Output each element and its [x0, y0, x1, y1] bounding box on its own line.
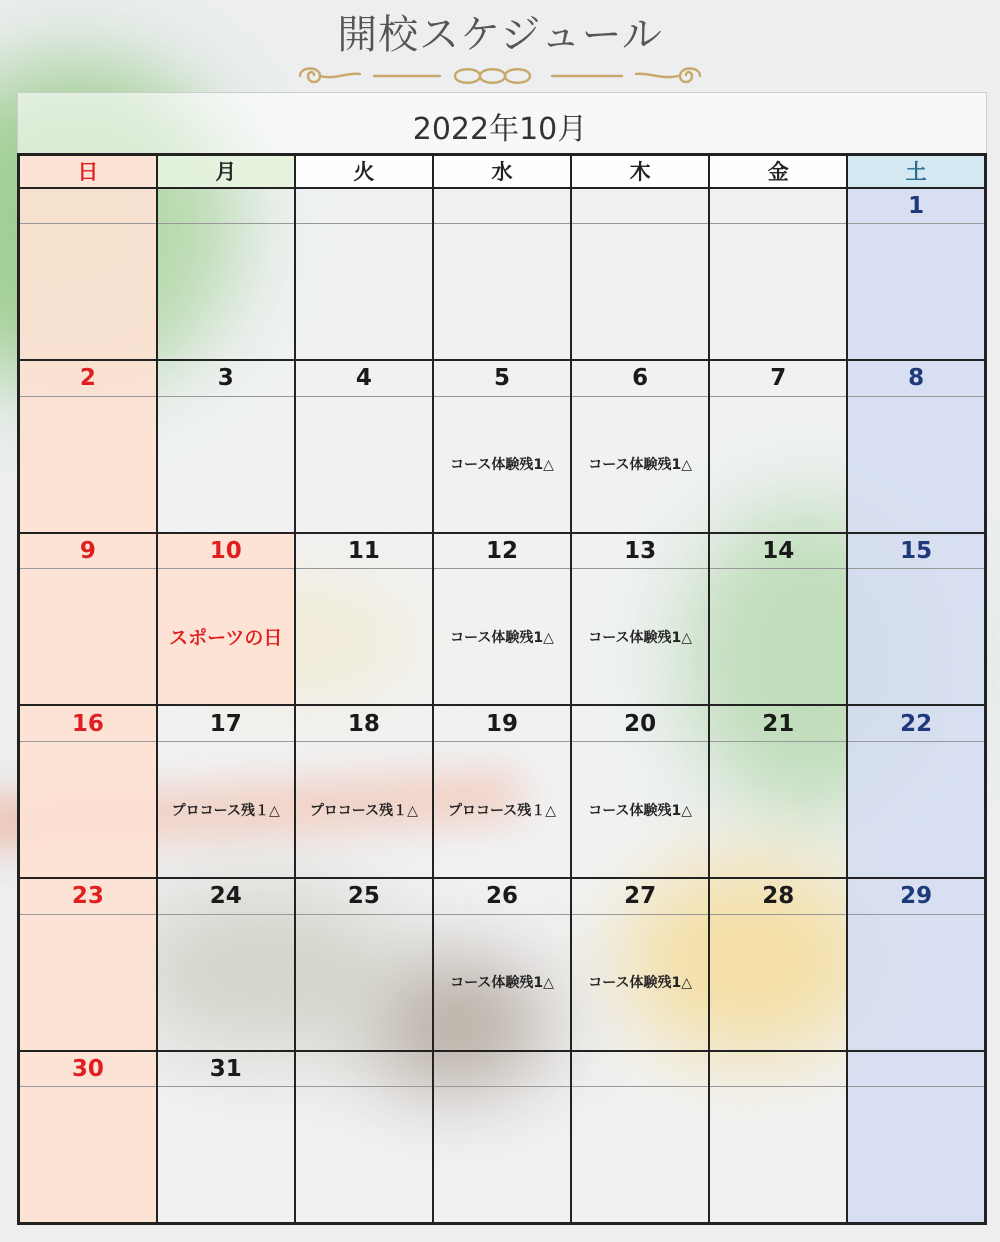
day-number: 10: [157, 533, 295, 569]
week-event-row: [19, 1087, 986, 1224]
day-cell: [19, 1087, 157, 1224]
day-number: [709, 1051, 847, 1087]
day-number: 7: [709, 360, 847, 396]
week-number-row: [19, 533, 986, 569]
day-cell: [571, 224, 709, 361]
day-number: 13: [571, 533, 709, 569]
month-label: 2022年10月: [412, 112, 588, 147]
day-cell: [19, 224, 157, 361]
day-cell: [571, 396, 709, 533]
day-cell: [295, 569, 433, 706]
week-event-row: [19, 569, 986, 706]
day-cell: [709, 224, 847, 361]
day-number: [709, 188, 847, 224]
day-event-label: コース体験残1△: [588, 975, 693, 992]
day-number: [433, 1051, 571, 1087]
day-cell: [709, 396, 847, 533]
day-number: 21: [709, 705, 847, 741]
day-number: 18: [295, 705, 433, 741]
weekday-tuesday: 火: [295, 155, 433, 188]
day-cell: [847, 742, 985, 879]
weekday-saturday: 土: [847, 155, 985, 188]
day-cell: [847, 914, 985, 1051]
day-number: 5: [433, 360, 571, 396]
day-event-label: スポーツの日: [169, 627, 283, 650]
day-number: [295, 1051, 433, 1087]
day-number: 2: [19, 360, 157, 396]
day-cell: [571, 914, 709, 1051]
day-cell: [709, 742, 847, 879]
week-number-row: [19, 360, 986, 396]
day-cell: [157, 396, 295, 533]
day-cell: [709, 569, 847, 706]
day-number: 22: [847, 705, 985, 741]
day-number: 17: [157, 705, 295, 741]
day-number: 15: [847, 533, 985, 569]
weekday-thursday: 木: [571, 155, 709, 188]
week-number-row: [19, 1051, 986, 1087]
day-number: [19, 188, 157, 224]
day-cell: [433, 1087, 571, 1224]
day-number: 28: [709, 878, 847, 914]
day-number: 29: [847, 878, 985, 914]
day-cell: [847, 224, 985, 361]
day-number: 30: [19, 1051, 157, 1087]
day-cell: [295, 1087, 433, 1224]
day-number: [847, 1051, 985, 1087]
week-event-row: [19, 396, 986, 533]
day-number: 27: [571, 878, 709, 914]
day-cell: [19, 569, 157, 706]
day-event-label: コース体験残1△: [588, 802, 693, 819]
day-cell: [433, 569, 571, 706]
day-number: 8: [847, 360, 985, 396]
week-event-row: [19, 742, 986, 879]
day-number: [571, 1051, 709, 1087]
day-event-label: プロコース残１△: [447, 802, 557, 819]
calendar-grid: [17, 153, 987, 1225]
day-number: 14: [709, 533, 847, 569]
day-number: [295, 188, 433, 224]
page-title: 開校スケジュール: [337, 12, 663, 58]
day-number: [157, 188, 295, 224]
day-cell: [433, 914, 571, 1051]
day-cell: [295, 742, 433, 879]
week-number-row: [19, 188, 986, 224]
day-number: 6: [571, 360, 709, 396]
day-cell: [571, 569, 709, 706]
day-number: 24: [157, 878, 295, 914]
weekday-sunday: 日: [19, 155, 157, 188]
day-cell: [295, 914, 433, 1051]
week-event-row: [19, 224, 986, 361]
day-cell: [847, 396, 985, 533]
day-event-label: コース体験残1△: [450, 975, 554, 992]
day-cell: [709, 1087, 847, 1224]
weekday-friday: 金: [709, 155, 847, 188]
day-cell: [157, 224, 295, 361]
day-number: 23: [19, 878, 157, 914]
day-cell: [19, 742, 157, 879]
day-cell: [709, 914, 847, 1051]
day-number: 9: [19, 533, 157, 569]
day-cell: [571, 1087, 709, 1224]
day-number: 25: [295, 878, 433, 914]
day-cell: [19, 914, 157, 1051]
day-number: [433, 188, 571, 224]
day-cell: [433, 224, 571, 361]
day-event-label: コース体験残1△: [450, 629, 554, 646]
day-cell: [19, 396, 157, 533]
week-number-row: [19, 705, 986, 741]
weekday-header-row: [19, 155, 986, 188]
day-cell: [571, 742, 709, 879]
day-number: 20: [571, 705, 709, 741]
calendar-body: [19, 188, 986, 1224]
day-number: 12: [433, 533, 571, 569]
day-number: 26: [433, 878, 571, 914]
day-number: 1: [847, 188, 985, 224]
day-cell: [295, 224, 433, 361]
week-event-row: [19, 914, 986, 1051]
day-cell: [847, 1087, 985, 1224]
day-cell: [157, 742, 295, 879]
day-cell: [433, 742, 571, 879]
day-cell: [433, 396, 571, 533]
day-number: 16: [19, 705, 157, 741]
day-cell: [295, 396, 433, 533]
day-number: 4: [295, 360, 433, 396]
weekday-wednesday: 水: [433, 155, 571, 188]
day-number: 11: [295, 533, 433, 569]
ornament-divider-icon: [290, 62, 710, 90]
day-number: 19: [433, 705, 571, 741]
day-event-label: コース体験残1△: [588, 629, 693, 646]
day-cell: [157, 914, 295, 1051]
day-number: 31: [157, 1051, 295, 1087]
weekday-monday: 月: [157, 155, 295, 188]
day-cell: [157, 569, 295, 706]
day-cell: [847, 569, 985, 706]
day-event-label: プロコース残１△: [171, 802, 280, 819]
day-number: [571, 188, 709, 224]
day-cell: [157, 1087, 295, 1224]
week-number-row: [19, 878, 986, 914]
day-event-label: プロコース残１△: [309, 802, 418, 819]
day-event-label: コース体験残1△: [450, 457, 554, 474]
day-number: 3: [157, 360, 295, 396]
day-event-label: コース体験残1△: [588, 457, 693, 474]
